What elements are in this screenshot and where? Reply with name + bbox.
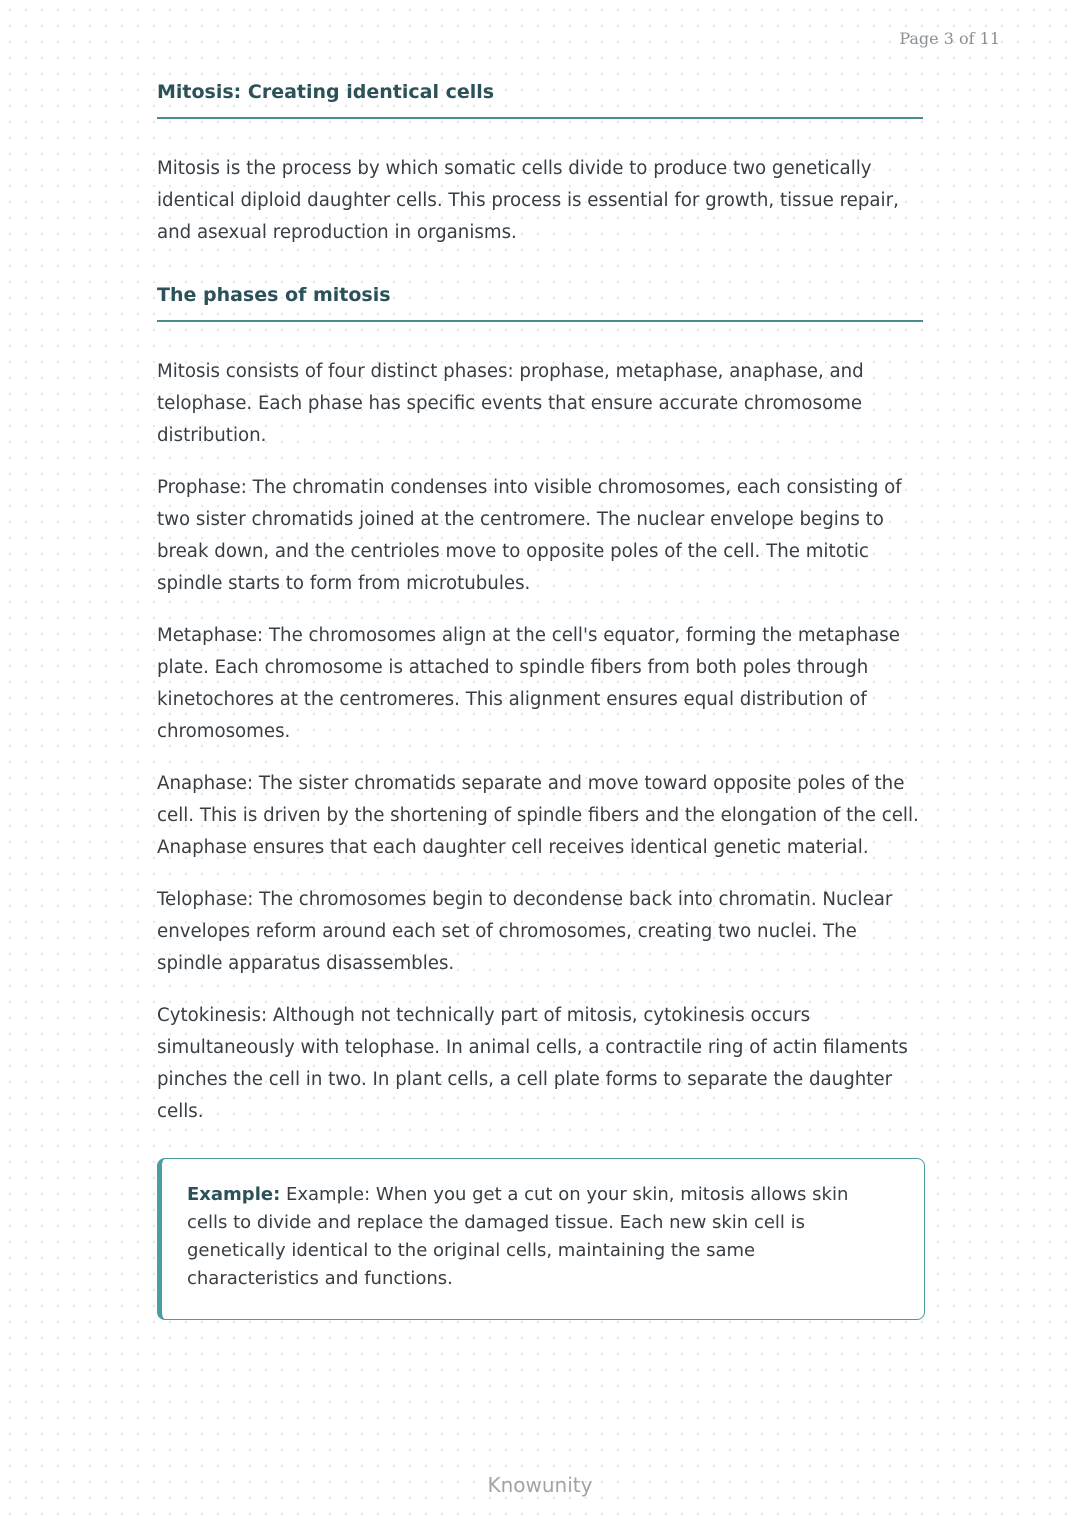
document-body — [157, 78, 923, 1320]
example-body: Example: When you get a cut on your skin, mitosis allows skin cells to divide and replace the damaged tissue. Each new skin cell is genetically identical to the original cells, maintaining the same characteristics and functions. — [187, 1184, 849, 1289]
example-text — [187, 1181, 884, 1293]
intro-paragraph: Mitosis is the process by which somatic cells divide to produce two genetically identical diploid daughter cells. This process is essential for growth, tissue repair, and asexual reproduction in organisms. — [157, 158, 899, 243]
page-number: Page 3 of 11 — [899, 29, 1000, 48]
telophase-paragraph: Telophase: The chromosomes begin to decondense back into chromatin. Nuclear envelopes reform around each set of chromosomes, creating two nuclei. The spindle apparatus disassembles. — [157, 889, 893, 974]
example-label: Example: — [187, 1184, 281, 1205]
metaphase-paragraph: Metaphase: The chromosomes align at the cell's equator, forming the metaphase plate. Each chromosome is attached to spindle fibers from both poles through kinetochores at the centromeres. This alignment ensures equal distribution of chromosomes. — [157, 625, 900, 742]
anaphase-paragraph: Anaphase: The sister chromatids separate and move toward opposite poles of the cell. This is driven by the shortening of spindle fibers and the elongation of the cell. Anaphase ensures that each daughter cell receives identical genetic material. — [157, 773, 919, 858]
cytokinesis-paragraph: Cytokinesis: Although not technically part of mitosis, cytokinesis occurs simultaneously with telophase. In animal cells, a contractile ring of actin filaments pinches the cell in two. In plant cells, a cell plate forms to separate the daughter cells. — [157, 1005, 908, 1122]
subsection-heading: The phases of mitosis — [157, 281, 923, 322]
section-heading: Mitosis: Creating identical cells — [157, 78, 923, 119]
prophase-paragraph: Prophase: The chromatin condenses into visible chromosomes, each consisting of two sister chromatids joined at the centromere. The nuclear envelope begins to break down, and the centrioles move to opposite poles of the cell. The mitotic spindle starts to form from microtubules. — [157, 477, 902, 594]
example-callout — [157, 1158, 925, 1320]
phases-overview-paragraph: Mitosis consists of four distinct phases: prophase, metaphase, anaphase, and telophase. Each phase has specific events that ensure accurate chromosome distribution. — [157, 361, 864, 446]
footer-brand: Knowunity — [487, 1473, 593, 1497]
